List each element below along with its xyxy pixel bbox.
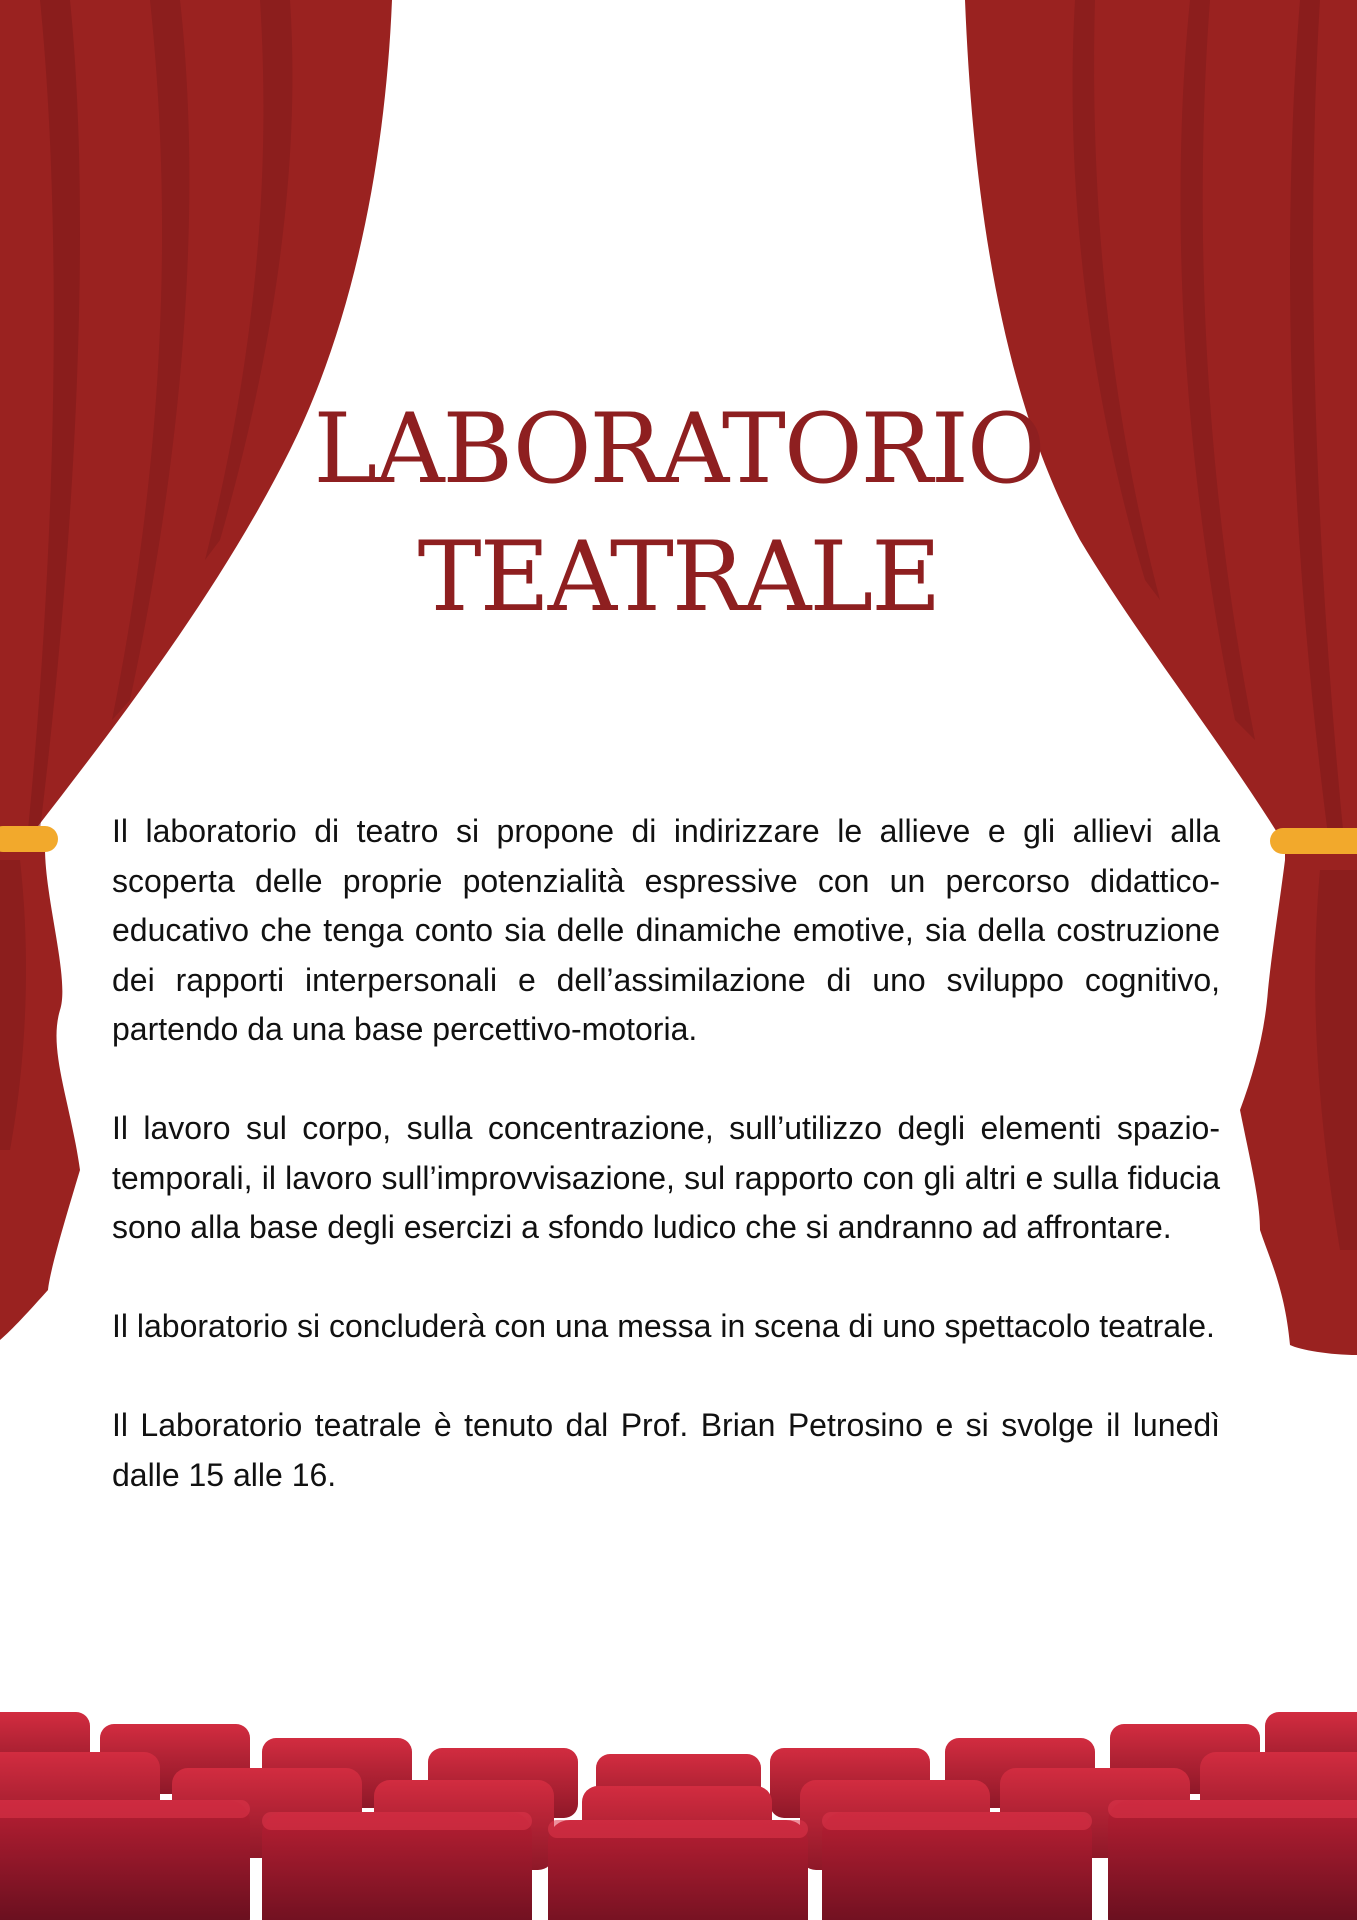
page-title	[0, 385, 1357, 641]
title-line-1: LABORATORIO	[313, 393, 1044, 505]
tieback-right	[1270, 828, 1357, 854]
description-text	[112, 807, 1220, 1550]
paragraph-conclusion: Il laboratorio si concluderà con una messa in scena di uno spettacolo teatrale.	[112, 1308, 1215, 1344]
paragraph-activities: Il lavoro sul corpo, sulla concentrazione, sull’utilizzo degli elementi spazio-temporali, il lavoro sull’improvvisazione, sul rapporto con gli altri e sulla fiducia sono alla base degli esercizi a sfondo ludico che si andranno ad affrontare.	[112, 1110, 1220, 1245]
tieback-left	[0, 826, 58, 852]
paragraph-schedule: Il Laboratorio teatrale è tenuto dal Prof. Brian Petrosino e si svolge il lunedì dalle 15 alle 16.	[112, 1407, 1220, 1493]
paragraph-intro: Il laboratorio di teatro si propone di indirizzare le allieve e gli allievi alla scoperta delle proprie potenzialità espressive con un percorso didattico-educativo che tenga conto sia delle dinamiche emotive, sia della costruzione dei rapporti interpersonali e dell’assimilazione di uno sviluppo cognitivo, partendo da una base percettivo-motoria.	[112, 813, 1220, 1047]
theater-seats-icon	[0, 1712, 1357, 1920]
title-line-2: TEATRALE	[417, 521, 940, 633]
